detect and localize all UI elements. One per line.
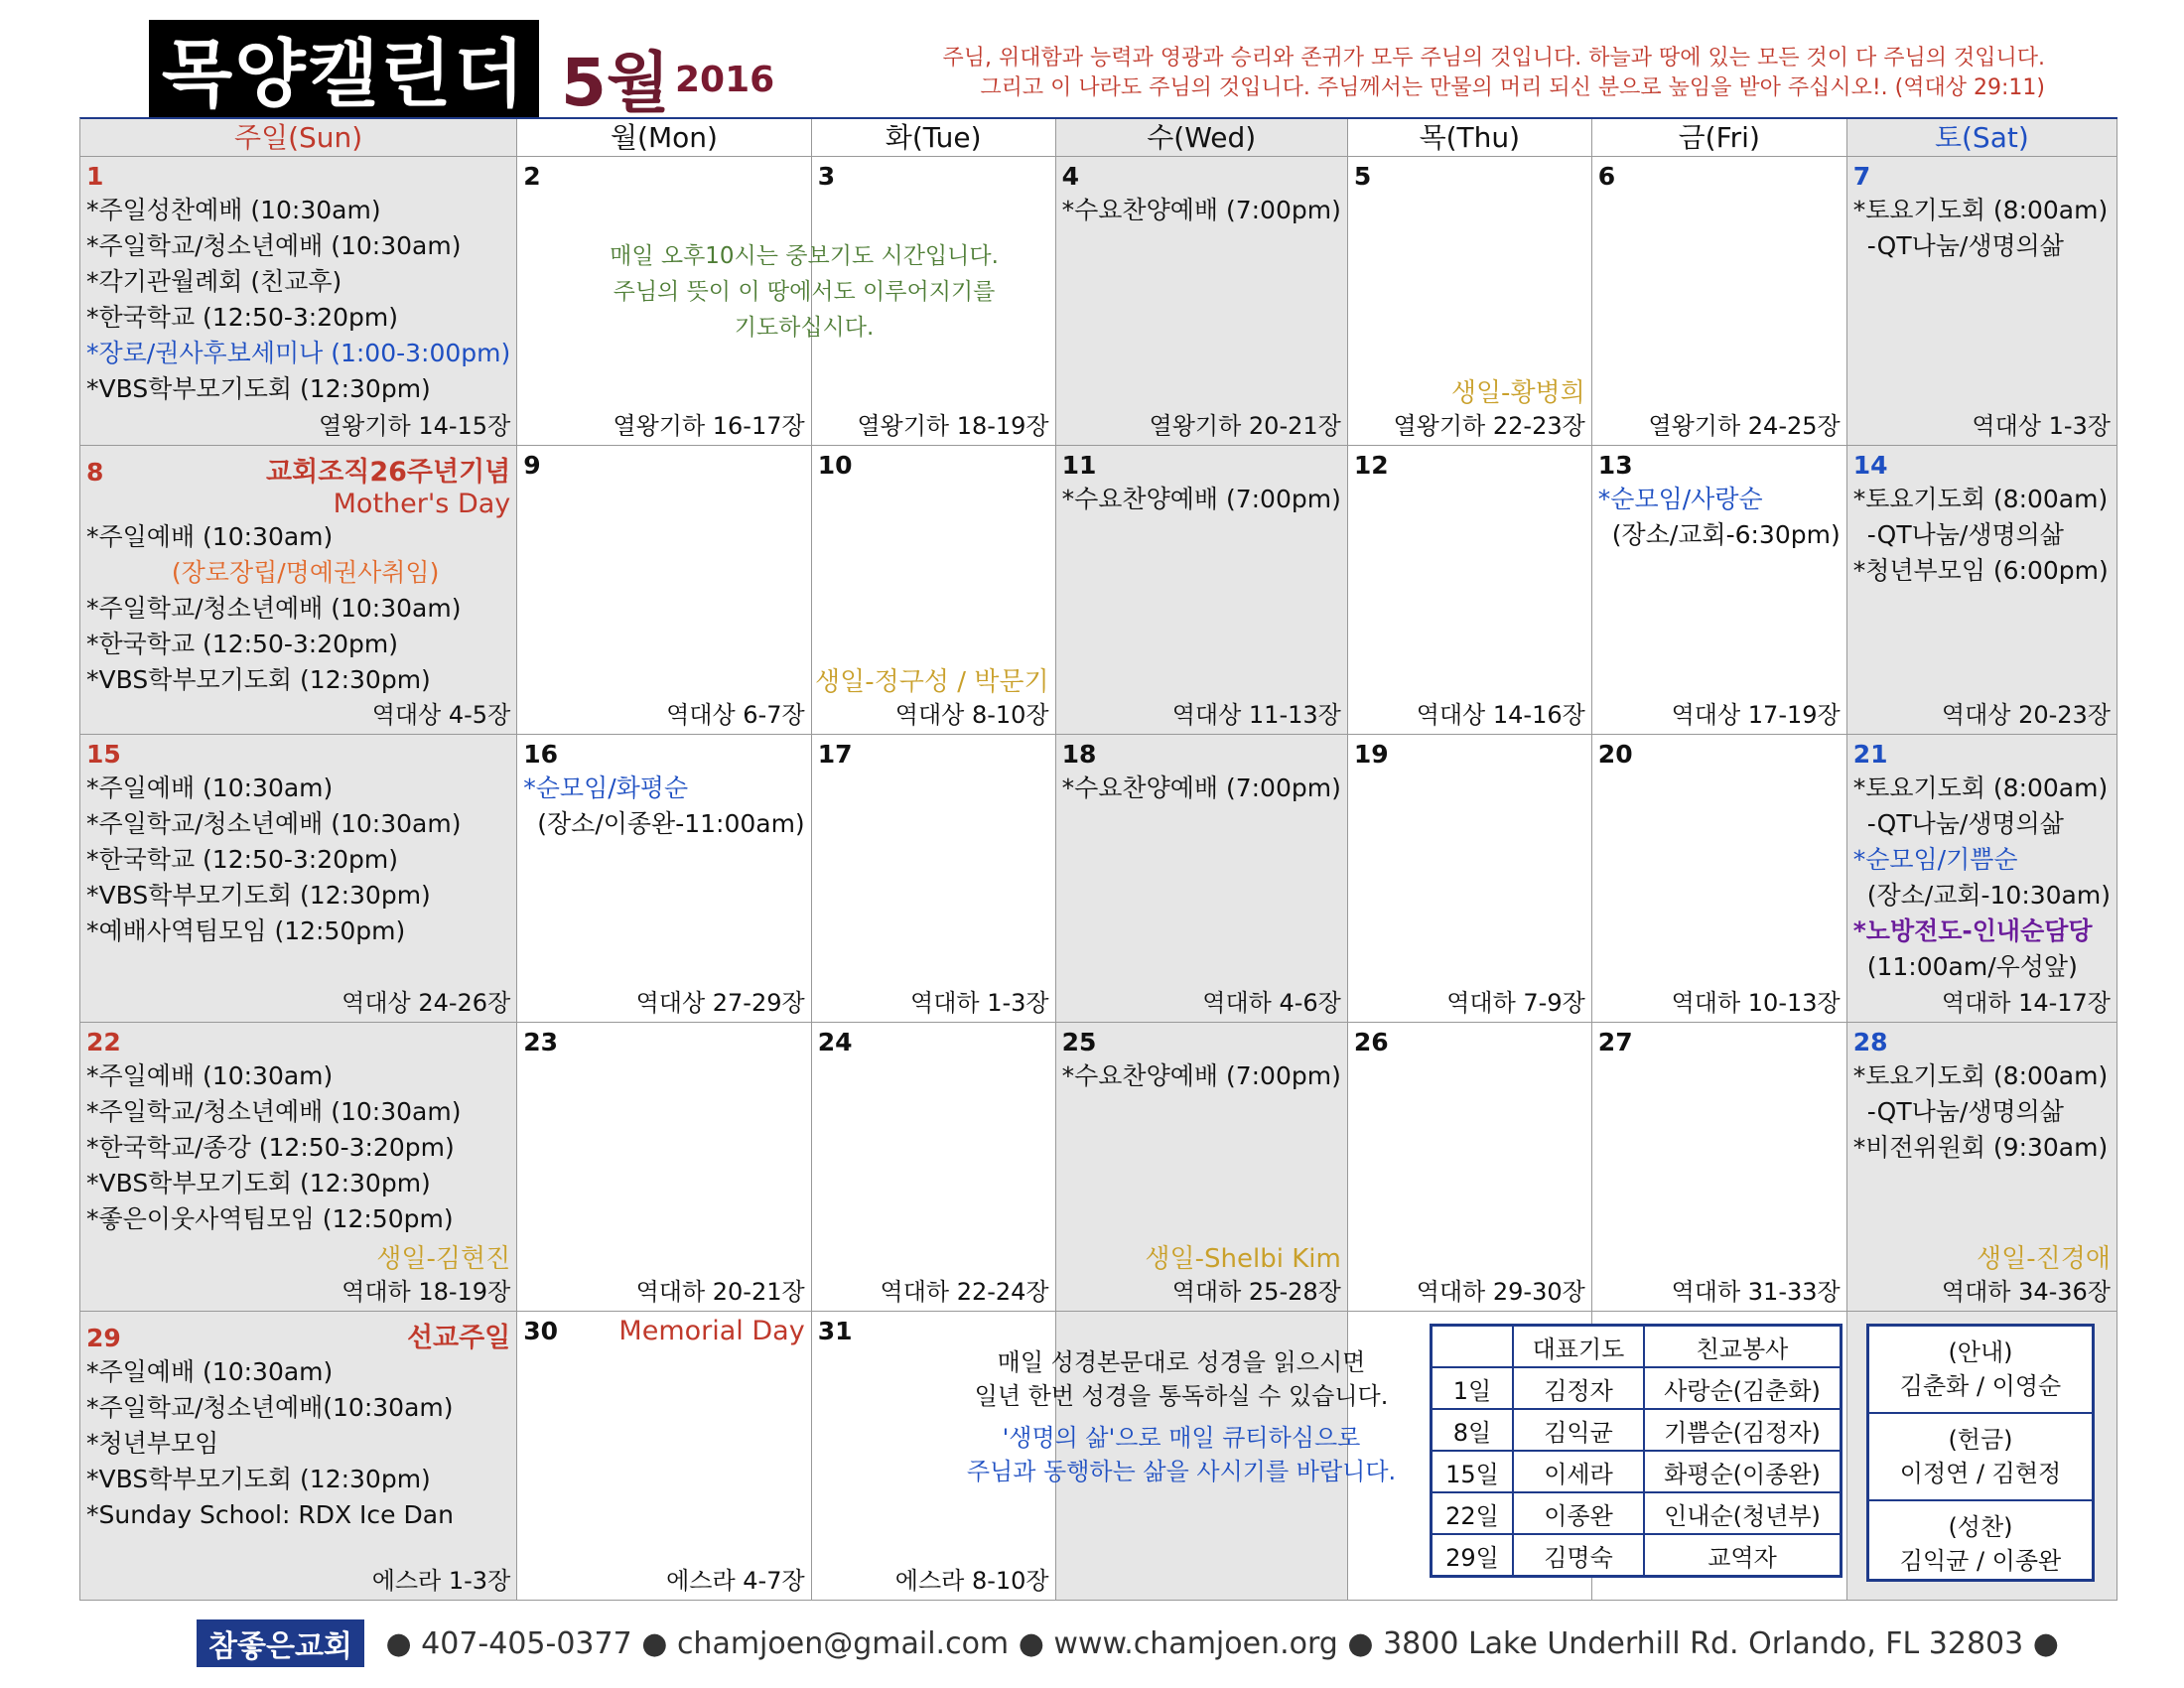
day-cell[interactable] — [1592, 157, 1847, 446]
calendar-event: *VBS학부모기도회 (12:30pm) — [86, 880, 431, 910]
calendar-event: *주일학교/청소년예배 (10:30am) — [86, 1097, 462, 1127]
bible-note-line-1: 매일 성경본문대로 성경을 읽으시면 — [997, 1348, 1366, 1376]
usher-role: (헌금) — [1948, 1426, 2013, 1454]
usher-role: (성찬) — [1948, 1513, 2013, 1541]
prayer-fellowship-roster — [1430, 1324, 1843, 1578]
bullet-icon: ● — [375, 1625, 422, 1661]
roster-cell: 김익균 — [1513, 1409, 1644, 1451]
weekday-header: 화(Tue) — [812, 119, 1056, 157]
bible-reading: 열왕기하 24-25장 — [1648, 411, 1841, 440]
prayer-note-line: 주님의 뜻이 이 땅에서도 이루어지기를 — [613, 279, 996, 305]
footer-website[interactable]: www.chamjoen.org — [1053, 1625, 1338, 1661]
day-number: 17 — [817, 739, 853, 769]
calendar-event: *주일학교/청소년예배 (10:30am) — [86, 593, 462, 623]
day-number: 19 — [1353, 739, 1389, 769]
birthday-label: 생일-황병희 — [1450, 377, 1585, 408]
day-number: 7 — [1852, 162, 1871, 191]
day-number: 12 — [1353, 450, 1389, 480]
holiday-label: Memorial Day — [618, 1316, 805, 1347]
calendar-event: -QT나눔/생명의삶 — [1866, 231, 2064, 260]
day-number: 11 — [1061, 450, 1097, 480]
calendar-event: *VBS학부모기도회 (12:30pm) — [86, 664, 431, 694]
prayer-note-line: 매일 오후10시는 중보기도 시간입니다. — [610, 243, 999, 269]
calendar-event: *주일학교/청소년예배 (10:30am) — [86, 808, 462, 838]
calendar-event: *주일예배 (10:30am) — [86, 521, 334, 551]
weekday-header: 토(Sat) — [1847, 119, 2117, 157]
calendar-event: *주일학교/청소년예배(10:30am) — [86, 1393, 454, 1423]
calendar-event: *예배사역팀모임 (12:50pm) — [86, 915, 406, 945]
day-cell[interactable] — [1847, 446, 2117, 735]
day-number: 20 — [1597, 739, 1633, 769]
prayer-time-note — [566, 238, 1042, 346]
bible-reading: 열왕기하 20-21장 — [1149, 411, 1341, 440]
weekday-header: 주일(Sun) — [80, 119, 517, 157]
day-number: 10 — [817, 450, 853, 480]
calendar-event: (장로장립/명예권사취임) — [171, 557, 440, 587]
bible-reading: 역대하 1-3장 — [910, 989, 1049, 1018]
day-number: 31 — [817, 1317, 853, 1346]
day-cell[interactable] — [1056, 1023, 1348, 1312]
calendar-event: *청년부모임 — [86, 1429, 219, 1459]
roster-header — [1432, 1326, 1514, 1368]
bible-reading: 에스라 4-7장 — [666, 1566, 805, 1595]
bible-reading: 역대상 27-29장 — [635, 989, 805, 1018]
day-cell[interactable] — [1056, 735, 1348, 1024]
roster-cell: 8일 — [1432, 1409, 1514, 1451]
footer-address: 3800 Lake Underhill Rd. Orlando, FL 32803 — [1383, 1625, 2024, 1661]
bible-reading: 역대상 8-10장 — [894, 700, 1049, 729]
day-cell[interactable] — [1348, 1023, 1592, 1312]
day-number: 30 — [523, 1317, 559, 1346]
calendar-event: *수요찬양예배 (7:00pm) — [1061, 484, 1341, 513]
usher-roster — [1866, 1324, 2095, 1582]
day-number: 2 — [523, 162, 541, 191]
roster-cell: 15일 — [1432, 1451, 1514, 1492]
usher-group — [1869, 1327, 2092, 1414]
calendar-event: *주일예배 (10:30am) — [86, 1061, 334, 1091]
calendar-event: *노방전도-인내순담당 — [1852, 915, 2093, 945]
calendar-event: *토요기도회 (8:00am) — [1852, 773, 2109, 802]
day-number: 5 — [1353, 162, 1372, 191]
roster-row — [1432, 1409, 1842, 1451]
day-number: 8 — [86, 457, 104, 487]
roster-cell: 교역자 — [1644, 1534, 1842, 1577]
calendar-event: *주일학교/청소년예배 (10:30am) — [86, 231, 462, 260]
roster-cell: 1일 — [1432, 1367, 1514, 1409]
day-cell[interactable] — [517, 1312, 811, 1601]
day-cell[interactable] — [1592, 735, 1847, 1024]
year-label: 2016 — [675, 60, 775, 100]
weekday-header: 금(Fri) — [1592, 119, 1847, 157]
bible-reading-note — [923, 1345, 1439, 1488]
roster-cell: 화평순(이종완) — [1644, 1451, 1842, 1492]
calendar-event: *주일예배 (10:30am) — [86, 1357, 334, 1387]
day-number: 16 — [523, 739, 559, 769]
day-cell[interactable] — [1348, 157, 1592, 446]
bible-reading: 역대상 4-5장 — [371, 700, 511, 729]
usher-names: 김춘화 / 이영순 — [1899, 1372, 2062, 1400]
weekday-header: 수(Wed) — [1056, 119, 1348, 157]
day-number: 18 — [1061, 739, 1097, 769]
birthday-label: 생일-Shelbi Kim — [1145, 1244, 1341, 1275]
bible-reading: 열왕기하 14-15장 — [318, 411, 511, 440]
day-cell[interactable] — [1847, 735, 2117, 1024]
roster-cell: 김정자 — [1513, 1367, 1644, 1409]
calendar-event: *토요기도회 (8:00am) — [1852, 1061, 2109, 1091]
bible-reading: 역대상 1-3장 — [1972, 411, 2111, 440]
day-cell[interactable] — [517, 446, 811, 735]
day-number: 24 — [817, 1028, 853, 1057]
calendar-event: *순모임/기쁨순 — [1852, 844, 2018, 874]
weekday-header: 목(Thu) — [1348, 119, 1592, 157]
calendar-event: *VBS학부모기도회 (12:30pm) — [86, 1465, 431, 1494]
calendar-event: -QT나눔/생명의삶 — [1866, 1097, 2064, 1127]
day-cell[interactable] — [517, 1023, 811, 1312]
footer — [197, 1621, 2059, 1665]
birthday-label: 생일-김현진 — [376, 1244, 511, 1275]
roster-cell: 김명숙 — [1513, 1534, 1644, 1577]
bible-reading: 역대하 22-24장 — [880, 1278, 1049, 1307]
day-number: 15 — [86, 739, 121, 769]
day-cell[interactable] — [1592, 1023, 1847, 1312]
day-cell[interactable] — [1348, 735, 1592, 1024]
bible-reading: 역대하 18-19장 — [341, 1278, 511, 1307]
verse-line-2: 그리고 이 나라도 주님의 것입니다. 주님께서는 만물의 머리 되신 분으로 높임을 받아 주십시오!. (역대상 29:11) — [980, 75, 2045, 100]
bible-reading: 열왕기하 22-23장 — [1393, 411, 1585, 440]
usher-group — [1869, 1414, 2092, 1501]
bible-note-line-3: '생명의 삶'으로 매일 큐티하심으로 — [1002, 1424, 1361, 1452]
day-cell[interactable] — [812, 446, 1056, 735]
day-number: 14 — [1852, 450, 1888, 480]
bible-reading: 역대하 31-33장 — [1671, 1278, 1841, 1307]
roster-cell: 29일 — [1432, 1534, 1514, 1577]
roster-header: 친교봉사 — [1644, 1326, 1842, 1368]
day-number: 26 — [1353, 1028, 1389, 1057]
day-cell[interactable] — [812, 735, 1056, 1024]
bible-reading: 역대하 7-9장 — [1446, 989, 1585, 1018]
roster-row — [1432, 1367, 1842, 1409]
calendar-event: *VBS학부모기도회 (12:30pm) — [86, 1169, 431, 1198]
calendar-event: *한국학교 (12:50-3:20pm) — [86, 629, 398, 658]
bible-reading: 역대상 24-26장 — [341, 989, 511, 1018]
usher-group — [1869, 1501, 2092, 1587]
calendar-event: *비전위원회 (9:30am) — [1852, 1133, 2109, 1163]
bible-reading: 역대하 4-6장 — [1202, 989, 1341, 1018]
day-cell[interactable] — [80, 446, 517, 735]
calendar-event: -QT나눔/생명의삶 — [1866, 808, 2064, 838]
bible-reading: 역대하 29-30장 — [1416, 1278, 1585, 1307]
day-number: 22 — [86, 1028, 121, 1057]
bible-reading: 역대상 6-7장 — [666, 700, 805, 729]
birthday-label: 생일-진경애 — [1977, 1244, 2111, 1275]
bullet-icon: ● — [2023, 1625, 2059, 1661]
bullet-icon: ● — [1337, 1625, 1384, 1661]
day-number: 23 — [523, 1028, 559, 1057]
church-name: 참좋은교회 — [197, 1619, 364, 1667]
bible-reading: 역대하 34-36장 — [1941, 1278, 2111, 1307]
calendar-event: *한국학교 (12:50-3:20pm) — [86, 303, 398, 332]
bible-reading: 에스라 1-3장 — [371, 1566, 511, 1595]
day-number: 27 — [1597, 1028, 1633, 1057]
bible-reading: 역대상 11-13장 — [1171, 700, 1341, 729]
day-cell[interactable] — [812, 1023, 1056, 1312]
calendar-event: *주일예배 (10:30am) — [86, 773, 334, 802]
day-cell[interactable] — [1056, 446, 1348, 735]
bible-note-line-2: 일년 한번 성경을 통독하실 수 있습니다. — [974, 1382, 1389, 1410]
footer-email[interactable]: chamjoen@gmail.com — [676, 1625, 1010, 1661]
prayer-note-line: 기도하십시다. — [734, 315, 875, 341]
scripture-verse — [854, 44, 2045, 103]
day-cell[interactable] — [1056, 157, 1348, 446]
bible-reading: 역대하 20-21장 — [635, 1278, 805, 1307]
bible-reading: 역대상 17-19장 — [1671, 700, 1841, 729]
day-cell[interactable] — [80, 1023, 517, 1312]
day-number: 4 — [1061, 162, 1080, 191]
calendar-event: *토요기도회 (8:00am) — [1852, 484, 2109, 513]
roster-cell: 사랑순(김춘화) — [1644, 1367, 1842, 1409]
roster-cell: 22일 — [1432, 1492, 1514, 1534]
calendar-event: (11:00am/우성앞) — [1866, 951, 2078, 981]
bible-reading: 역대상 20-23장 — [1941, 700, 2111, 729]
calendar-event: *수요찬양예배 (7:00pm) — [1061, 196, 1341, 224]
roster-cell: 이종완 — [1513, 1492, 1644, 1534]
bible-reading: 열왕기하 18-19장 — [857, 411, 1049, 440]
calendar-event: *장로/권사후보세미나 (1:00-3:00pm) — [86, 339, 511, 367]
holiday-label: Mother's Day — [333, 488, 511, 519]
usher-role: (안내) — [1948, 1338, 2013, 1366]
calendar-event: *청년부모임 (6:00pm) — [1852, 555, 2109, 585]
day-number: 13 — [1597, 450, 1633, 480]
calendar-event: *VBS학부모기도회 (12:30pm) — [86, 374, 431, 403]
calendar-event: *수요찬양예배 (7:00pm) — [1061, 1061, 1341, 1091]
bible-reading: 역대하 10-13장 — [1671, 989, 1841, 1018]
day-cell[interactable] — [1592, 446, 1847, 735]
calendar-event: *각기관월례회 (친교후) — [86, 267, 342, 296]
bible-reading: 역대하 14-17장 — [1941, 989, 2111, 1018]
roster-row — [1432, 1534, 1842, 1577]
day-number: 6 — [1597, 162, 1616, 191]
day-number: 1 — [86, 162, 104, 191]
calendar-event: *수요찬양예배 (7:00pm) — [1061, 773, 1341, 802]
calendar-event: *순모임/화평순 — [523, 773, 689, 802]
day-cell[interactable] — [80, 157, 517, 446]
calendar-event: (장소/교회-10:30am) — [1866, 880, 2111, 910]
calendar-event: (장소/이종완-11:00am) — [537, 808, 805, 838]
day-number: 28 — [1852, 1028, 1888, 1057]
holiday-label: 선교주일 — [406, 1323, 511, 1354]
bible-note-line-4: 주님과 동행하는 삶을 사시기를 바랍니다. — [966, 1458, 1397, 1485]
roster-row — [1432, 1451, 1842, 1492]
roster-cell: 기쁨순(김정자) — [1644, 1409, 1842, 1451]
roster-header: 대표기도 — [1513, 1326, 1644, 1368]
calendar-event: (장소/교회-6:30pm) — [1611, 519, 1841, 549]
usher-names: 이정연 / 김현정 — [1899, 1460, 2062, 1487]
birthday-label: 생일-정구성 / 박문기 — [815, 666, 1049, 697]
bible-reading: 에스라 8-10장 — [894, 1566, 1049, 1595]
bible-reading: 역대상 14-16장 — [1416, 700, 1585, 729]
calendar-event: *순모임/사랑순 — [1597, 484, 1763, 513]
footer-phone[interactable]: 407-405-0377 — [421, 1625, 632, 1661]
verse-line-1: 주님, 위대함과 능력과 영광과 승리와 존귀가 모두 주님의 것입니다. 하늘과 땅에 있는 모든 것이 다 주님의 것입니다. — [942, 46, 2045, 70]
day-number: 21 — [1852, 739, 1888, 769]
day-number: 9 — [523, 450, 541, 480]
day-number: 29 — [86, 1324, 121, 1353]
holiday-label: 교회조직26주년기념 — [266, 456, 511, 488]
calendar-event: *토요기도회 (8:00am) — [1852, 196, 2109, 224]
roster-cell: 이세라 — [1513, 1451, 1644, 1492]
bullet-icon: ● — [631, 1625, 677, 1661]
day-cell[interactable] — [1847, 157, 2117, 446]
roster-cell: 인내순(청년부) — [1644, 1492, 1842, 1534]
month-label: 5월 — [561, 45, 670, 121]
day-cell[interactable] — [80, 1312, 517, 1601]
calendar-event: -QT나눔/생명의삶 — [1866, 519, 2064, 549]
bullet-icon: ● — [1009, 1625, 1054, 1661]
calendar-event: *한국학교 (12:50-3:20pm) — [86, 844, 398, 874]
calendar-event: *한국학교/종강 (12:50-3:20pm) — [86, 1133, 455, 1163]
usher-names: 김익균 / 이종완 — [1899, 1547, 2062, 1575]
day-cell[interactable] — [80, 735, 517, 1024]
calendar-title: 목양캘린더 — [149, 20, 539, 117]
day-cell[interactable] — [517, 735, 811, 1024]
calendar-event: *주일성찬예배 (10:30am) — [86, 196, 381, 224]
bible-reading: 역대하 25-28장 — [1171, 1278, 1341, 1307]
day-cell[interactable] — [1348, 446, 1592, 735]
roster-row — [1432, 1492, 1842, 1534]
weekday-header: 월(Mon) — [517, 119, 811, 157]
day-number: 25 — [1061, 1028, 1097, 1057]
calendar-event: *Sunday School: RDX Ice Dan — [86, 1500, 454, 1530]
bible-reading: 열왕기하 16-17장 — [613, 411, 805, 440]
day-cell[interactable] — [1847, 1023, 2117, 1312]
day-number: 3 — [817, 162, 836, 191]
calendar-event: *좋은이웃사역팀모임 (12:50pm) — [86, 1204, 454, 1234]
